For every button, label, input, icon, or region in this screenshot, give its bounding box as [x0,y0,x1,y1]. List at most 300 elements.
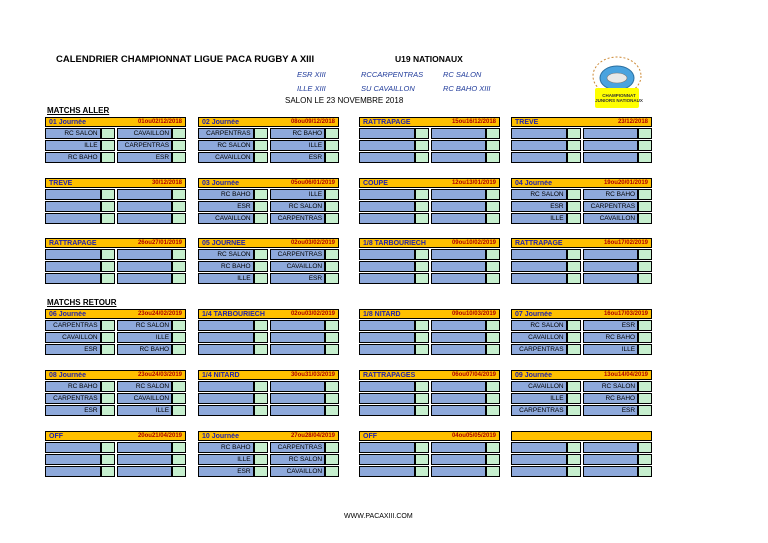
away-score-cell [638,381,652,392]
away-team-cell [431,213,487,224]
section-aller: MATCHS ALLER [47,106,110,115]
away-score-cell [172,454,186,465]
home-score-cell [415,201,429,212]
away-team-cell [431,201,487,212]
match-row [45,332,186,343]
round-header [511,309,652,319]
schedule-block [511,309,652,355]
home-score-cell [567,201,581,212]
away-score-cell [638,152,652,163]
away-score-cell [638,454,652,465]
away-score-cell [172,442,186,453]
round-header [359,178,500,188]
home-team-cell [359,344,415,355]
schedule-block [45,370,186,416]
home-score-cell [254,128,268,139]
match-row [45,320,186,331]
home-team-cell: RC SALON [511,189,567,200]
round-label: TREVE [49,179,73,187]
away-score-cell [172,189,186,200]
away-score-cell [486,189,500,200]
home-team-cell: RC BAHO [45,152,101,163]
away-team-cell [431,466,487,477]
round-label: 08 Journée [49,371,86,379]
away-team-cell [583,128,639,139]
away-team-cell: CARPENTRAS [270,249,326,260]
schedule-block [198,238,339,284]
round-header [511,238,652,248]
home-team-cell [359,405,415,416]
round-date: 30/12/2018 [151,180,182,186]
away-score-cell [172,332,186,343]
round-label: 1/8 NITARD [363,310,401,318]
match-row [511,273,652,284]
away-team-cell [270,320,326,331]
home-score-cell [254,189,268,200]
away-team-cell [270,393,326,404]
round-header [45,431,186,441]
match-row [45,189,186,200]
match-row [198,152,339,163]
match-row [198,344,339,355]
away-score-cell [325,381,339,392]
home-team-cell [45,213,101,224]
home-score-cell [567,273,581,284]
away-team-cell [431,381,487,392]
round-label: OFF [363,432,377,440]
section-retour: MATCHS RETOUR [47,298,117,307]
away-score-cell [638,442,652,453]
home-team-cell: ESR [511,201,567,212]
away-score-cell [486,442,500,453]
home-team-cell [359,140,415,151]
home-score-cell [101,332,115,343]
away-team-cell: RC BAHO [117,344,173,355]
schedule-block [359,370,500,416]
away-team-cell: ESR [583,405,639,416]
home-team-cell: ESR [45,344,101,355]
match-row [198,405,339,416]
away-score-cell [172,393,186,404]
away-score-cell [325,405,339,416]
away-team-cell [431,189,487,200]
footer-url: WWW.PACAXIII.COM [344,513,413,520]
match-row [45,405,186,416]
round-date: 23ou24/03/2019 [137,372,182,378]
round-label: 1/4 NITARD [202,371,240,379]
away-team-cell [583,261,639,272]
schedule-block [45,117,186,163]
match-row [359,201,500,212]
round-date: 12ou13/01/2019 [451,180,496,186]
match-row [511,261,652,272]
match-row [359,466,500,477]
away-team-cell [431,442,487,453]
round-header [198,117,339,127]
away-team-cell [431,332,487,343]
home-team-cell: RC SALON [198,140,254,151]
match-row [511,201,652,212]
away-score-cell [486,152,500,163]
team-esr: ESR XIII [297,70,326,79]
round-date: 02ou03/02/2019 [290,240,335,246]
match-row [511,344,652,355]
away-team-cell [431,454,487,465]
round-header [359,431,500,441]
away-team-cell: CAVAILLON [117,128,173,139]
away-score-cell [172,466,186,477]
home-team-cell [511,442,567,453]
schedule-block [359,309,500,355]
away-score-cell [638,332,652,343]
away-team-cell: ILLE [117,405,173,416]
home-score-cell [567,320,581,331]
away-team-cell: RC SALON [270,201,326,212]
away-team-cell: RC BAHO [583,393,639,404]
match-row [359,213,500,224]
away-team-cell: CARPENTRAS [270,442,326,453]
home-score-cell [567,332,581,343]
match-row [359,249,500,260]
away-score-cell [486,201,500,212]
round-header [359,238,500,248]
away-team-cell [583,454,639,465]
home-score-cell [254,249,268,260]
round-header [45,309,186,319]
match-row [45,261,186,272]
away-team-cell [583,140,639,151]
home-score-cell [415,466,429,477]
home-team-cell [511,273,567,284]
match-row [511,442,652,453]
home-score-cell [254,273,268,284]
home-score-cell [254,201,268,212]
home-score-cell [567,454,581,465]
away-team-cell: ESR [117,152,173,163]
home-team-cell [359,466,415,477]
home-score-cell [415,140,429,151]
division-label: U19 NATIONAUX [395,54,463,64]
round-header [198,309,339,319]
away-score-cell [172,273,186,284]
away-team-cell: RC BAHO [583,332,639,343]
subtitle: SALON LE 23 NOVEMBRE 2018 [285,96,404,105]
home-score-cell [254,393,268,404]
schedule-block [45,238,186,284]
away-team-cell: ESR [583,320,639,331]
round-label: 09 Journée [515,371,552,379]
match-row [359,140,500,151]
match-row [198,332,339,343]
match-row [198,249,339,260]
away-team-cell: ILLE [270,140,326,151]
away-score-cell [486,249,500,260]
home-team-cell: ILLE [511,213,567,224]
round-label: TREVE [515,118,539,126]
home-score-cell [101,213,115,224]
away-score-cell [325,249,339,260]
round-label: 02 Journée [202,118,239,126]
round-label: 07 Journée [515,310,552,318]
match-row [198,273,339,284]
team-carpentras: RCCARPENTRAS [361,70,424,79]
away-team-cell [431,140,487,151]
home-team-cell: RC SALON [198,249,254,260]
home-score-cell [101,189,115,200]
home-team-cell [511,249,567,260]
match-row [511,128,652,139]
away-score-cell [486,213,500,224]
home-team-cell [45,261,101,272]
team-ille: ILLE XIII [297,84,326,93]
match-row [359,405,500,416]
home-team-cell [359,201,415,212]
home-score-cell [101,344,115,355]
away-team-cell [117,442,173,453]
away-team-cell: RC SALON [117,381,173,392]
home-team-cell [359,320,415,331]
match-row [198,189,339,200]
home-team-cell [511,128,567,139]
match-row [511,466,652,477]
away-team-cell [431,320,487,331]
match-row [198,213,339,224]
round-label: 06 Journée [49,310,86,318]
away-score-cell [486,405,500,416]
home-score-cell [567,405,581,416]
match-row [359,332,500,343]
round-header [45,238,186,248]
home-score-cell [415,454,429,465]
away-score-cell [486,454,500,465]
away-score-cell [486,393,500,404]
round-label: 03 Journée [202,179,239,187]
home-team-cell [198,320,254,331]
home-team-cell [359,454,415,465]
round-label: RATTRAPAGE [49,239,97,247]
away-score-cell [325,344,339,355]
home-score-cell [415,381,429,392]
team-salon: RC SALON [443,70,482,79]
round-date: 09ou10/03/2019 [451,311,496,317]
round-date: 20ou21/04/2019 [137,433,182,439]
away-score-cell [325,320,339,331]
schedule-block [511,238,652,284]
home-team-cell: CARPENTRAS [45,393,101,404]
match-row [511,405,652,416]
round-date: 27ou28/04/2019 [290,433,335,439]
round-header [511,431,652,441]
away-score-cell [325,201,339,212]
home-score-cell [101,128,115,139]
away-team-cell: CAVAILLON [583,213,639,224]
away-score-cell [325,140,339,151]
schedule-block [511,370,652,416]
round-label: 1/4 TARBOURIECH [202,310,265,318]
round-date: 23/12/2018 [617,119,648,125]
home-team-cell [359,261,415,272]
away-team-cell [583,249,639,260]
away-score-cell [325,393,339,404]
round-label: 05 JOURNEE [202,239,246,247]
away-team-cell [431,152,487,163]
match-row [511,189,652,200]
schedule-block [198,309,339,355]
match-row [45,201,186,212]
home-score-cell [415,152,429,163]
home-team-cell: CARPENTRAS [45,320,101,331]
match-row [511,152,652,163]
away-score-cell [172,320,186,331]
schedule-block [511,431,652,477]
away-score-cell [172,140,186,151]
away-score-cell [325,454,339,465]
round-header [198,238,339,248]
away-team-cell: RC SALON [270,454,326,465]
home-score-cell [567,381,581,392]
home-team-cell [511,140,567,151]
away-team-cell: CAVAILLON [117,393,173,404]
away-score-cell [325,442,339,453]
away-score-cell [638,249,652,260]
home-score-cell [567,442,581,453]
home-score-cell [415,189,429,200]
home-team-cell [359,213,415,224]
home-team-cell: CAVAILLON [198,152,254,163]
page-title: CALENDRIER CHAMPIONNAT LIGUE PACA RUGBY A XIII [56,54,315,65]
home-team-cell: CARPENTRAS [511,405,567,416]
away-team-cell: RC BAHO [270,128,326,139]
ligue-paca-logo-icon [588,54,646,112]
match-row [359,454,500,465]
match-row [359,152,500,163]
away-score-cell [486,381,500,392]
round-date: 13ou14/04/2019 [603,372,648,378]
match-row [359,128,500,139]
round-label: OFF [49,432,63,440]
home-score-cell [415,320,429,331]
home-team-cell: CAVAILLON [511,332,567,343]
home-score-cell [101,393,115,404]
schedule-block [198,117,339,163]
home-team-cell [359,393,415,404]
home-score-cell [567,344,581,355]
away-team-cell: ILLE [117,332,173,343]
away-team-cell [117,454,173,465]
home-team-cell [359,152,415,163]
match-row [45,381,186,392]
home-team-cell [198,405,254,416]
match-row [198,320,339,331]
home-score-cell [254,344,268,355]
home-team-cell [359,249,415,260]
home-team-cell [359,442,415,453]
match-row [511,140,652,151]
round-date: 08ou09/12/2018 [290,119,335,125]
away-team-cell [270,381,326,392]
away-team-cell: ESR [270,273,326,284]
home-score-cell [567,249,581,260]
match-row [45,128,186,139]
home-score-cell [415,344,429,355]
home-score-cell [567,189,581,200]
away-score-cell [325,261,339,272]
home-team-cell [45,454,101,465]
home-score-cell [254,152,268,163]
away-team-cell [117,213,173,224]
away-team-cell [431,249,487,260]
away-team-cell: ILLE [583,344,639,355]
round-date: 16ou17/02/2019 [603,240,648,246]
home-score-cell [415,213,429,224]
home-team-cell: CAVAILLON [45,332,101,343]
match-row [511,393,652,404]
away-score-cell [325,213,339,224]
away-team-cell [270,332,326,343]
round-label: COUPE [363,179,388,187]
home-team-cell: CARPENTRAS [198,128,254,139]
round-header [359,117,500,127]
match-row [198,261,339,272]
away-team-cell: CAVAILLON [270,466,326,477]
home-score-cell [567,213,581,224]
home-score-cell [101,140,115,151]
home-score-cell [567,261,581,272]
match-row [198,128,339,139]
schedule-block [511,178,652,224]
match-row [511,332,652,343]
home-score-cell [101,261,115,272]
match-row [511,213,652,224]
away-team-cell [583,466,639,477]
home-score-cell [567,466,581,477]
match-row [45,273,186,284]
away-team-cell: CARPENTRAS [270,213,326,224]
match-row [45,152,186,163]
match-row [45,344,186,355]
round-date: 23ou24/02/2019 [137,311,182,317]
away-team-cell [270,405,326,416]
away-score-cell [486,320,500,331]
home-team-cell [45,249,101,260]
away-team-cell: RC SALON [583,381,639,392]
match-row [45,249,186,260]
home-team-cell [198,344,254,355]
home-team-cell: RC BAHO [198,189,254,200]
away-score-cell [638,128,652,139]
home-score-cell [254,332,268,343]
away-score-cell [638,393,652,404]
round-date: 26ou27/01/2019 [137,240,182,246]
home-score-cell [415,332,429,343]
schedule-block [45,431,186,477]
home-team-cell [198,381,254,392]
home-team-cell: RC BAHO [45,381,101,392]
away-team-cell [117,249,173,260]
away-score-cell [325,128,339,139]
home-team-cell [511,152,567,163]
home-team-cell: RC BAHO [198,261,254,272]
home-score-cell [415,393,429,404]
away-score-cell [325,273,339,284]
away-score-cell [638,466,652,477]
away-team-cell [431,273,487,284]
home-score-cell [101,320,115,331]
home-team-cell: RC SALON [511,320,567,331]
match-row [198,381,339,392]
home-score-cell [101,249,115,260]
home-score-cell [567,393,581,404]
